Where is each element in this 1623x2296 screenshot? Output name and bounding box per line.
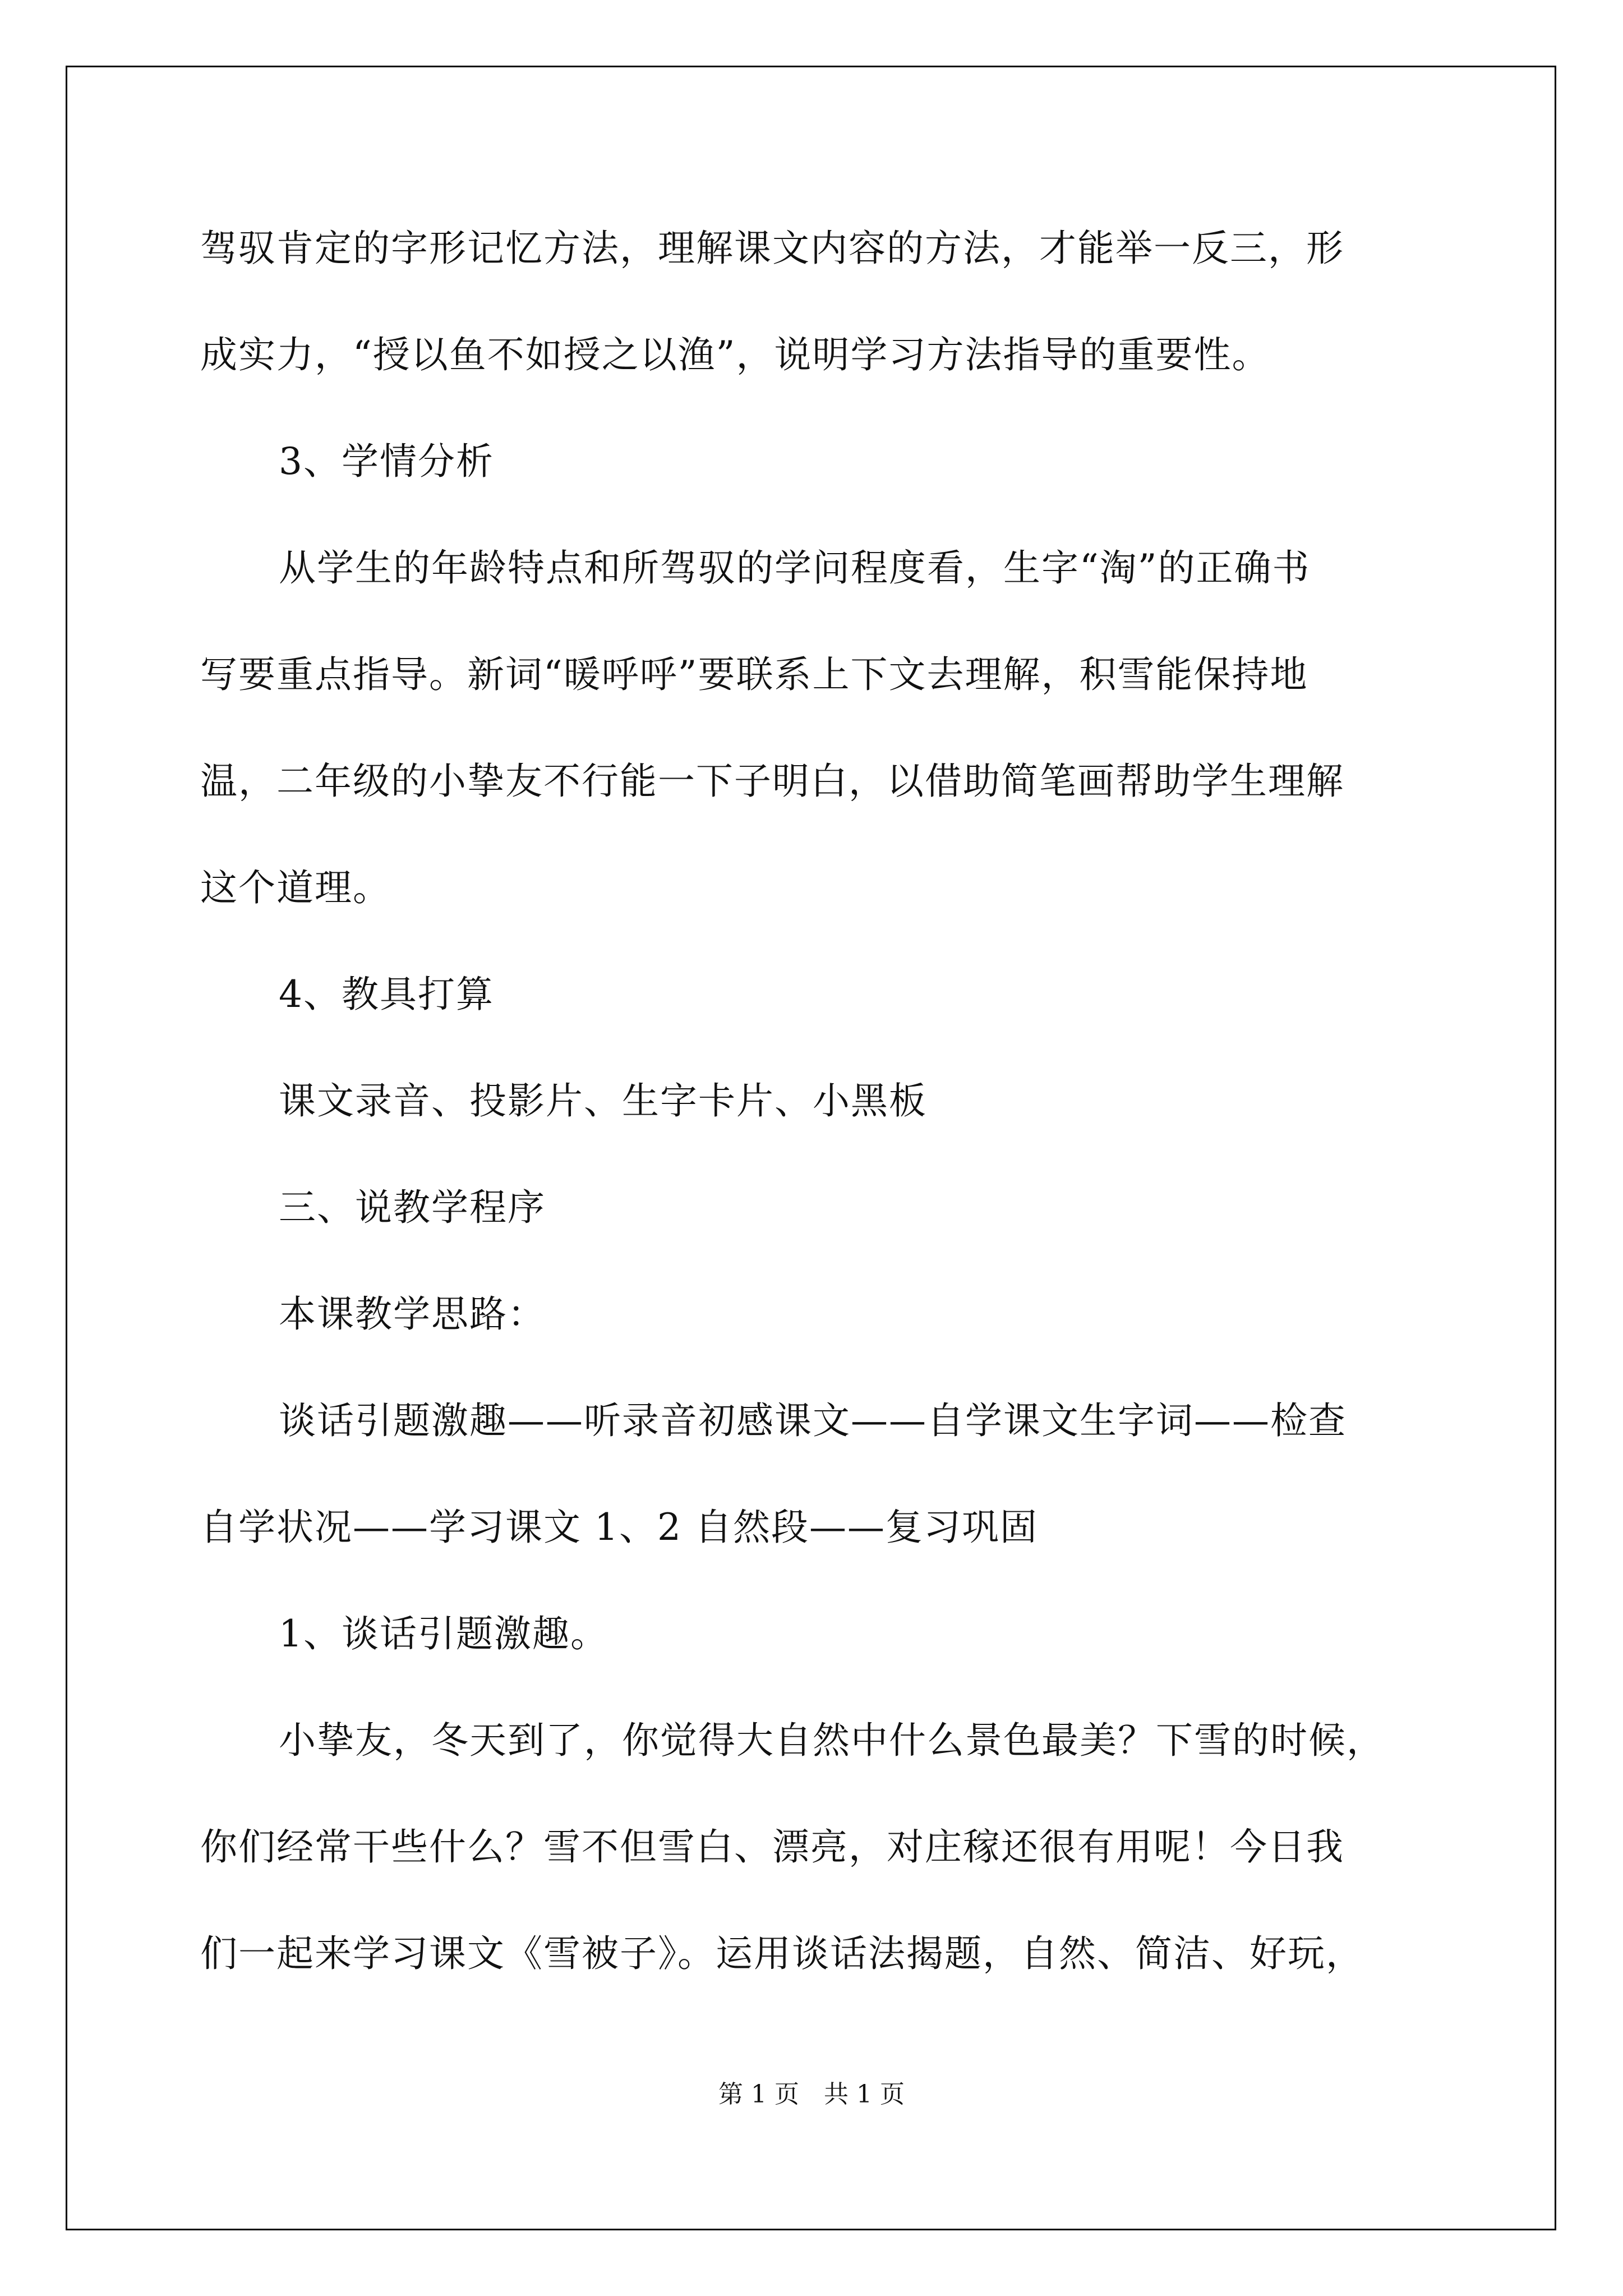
section-heading-teaching-procedure: 三、说教学程序 xyxy=(279,1186,546,1229)
text-line-13: 自学状况——学习课文 1、2 自然段——复习巩固 xyxy=(200,1506,1038,1549)
text-line-15: 小挚友，冬天到了，你觉得大自然中什么景色最美？下雪的时候， xyxy=(279,1719,1385,1762)
text-line-7: 这个道理。 xyxy=(200,866,391,909)
text-line-5: 写要重点指导。新词“暖呼呼”要联系上下文去理解，积雪能保持地 xyxy=(200,653,1308,696)
text-line-6: 温，二年级的小挚友不行能一下子明白，以借助简笔画帮助学生理解 xyxy=(200,760,1344,803)
text-line-17: 们一起来学习课文《雪被子》。运用谈话法揭题，自然、简洁、好玩， xyxy=(200,1932,1364,1975)
page-border xyxy=(66,66,1556,2230)
text-line-2: 成实力，“授以鱼不如授之以渔”，说明学习方法指导的重要性。 xyxy=(200,333,1270,376)
text-line-12: 谈话引题激趣——听录音初感课文——自学课文生字词——检查 xyxy=(279,1399,1347,1442)
text-line-4: 从学生的年龄特点和所驾驭的学问程度看，生字“淘”的正确书 xyxy=(279,546,1311,590)
section-heading-intro: 1、谈话引题激趣。 xyxy=(279,1612,608,1655)
text-line-9: 课文录音、投影片、生字卡片、小黑板 xyxy=(279,1079,927,1122)
text-line-1: 驾驭肯定的字形记忆方法，理解课文内容的方法，才能举一反三，形 xyxy=(200,227,1344,270)
text-line-16: 你们经常干些什么？雪不但雪白、漂亮，对庄稼还很有用呢！今日我 xyxy=(200,1825,1344,1869)
section-heading-teaching-aids: 4、教具打算 xyxy=(279,973,494,1016)
page-number-footer: 第 1 页 共 1 页 xyxy=(718,2080,905,2109)
section-heading-learning-analysis: 3、学情分析 xyxy=(279,440,494,483)
text-line-11: 本课教学思路： xyxy=(279,1292,546,1336)
